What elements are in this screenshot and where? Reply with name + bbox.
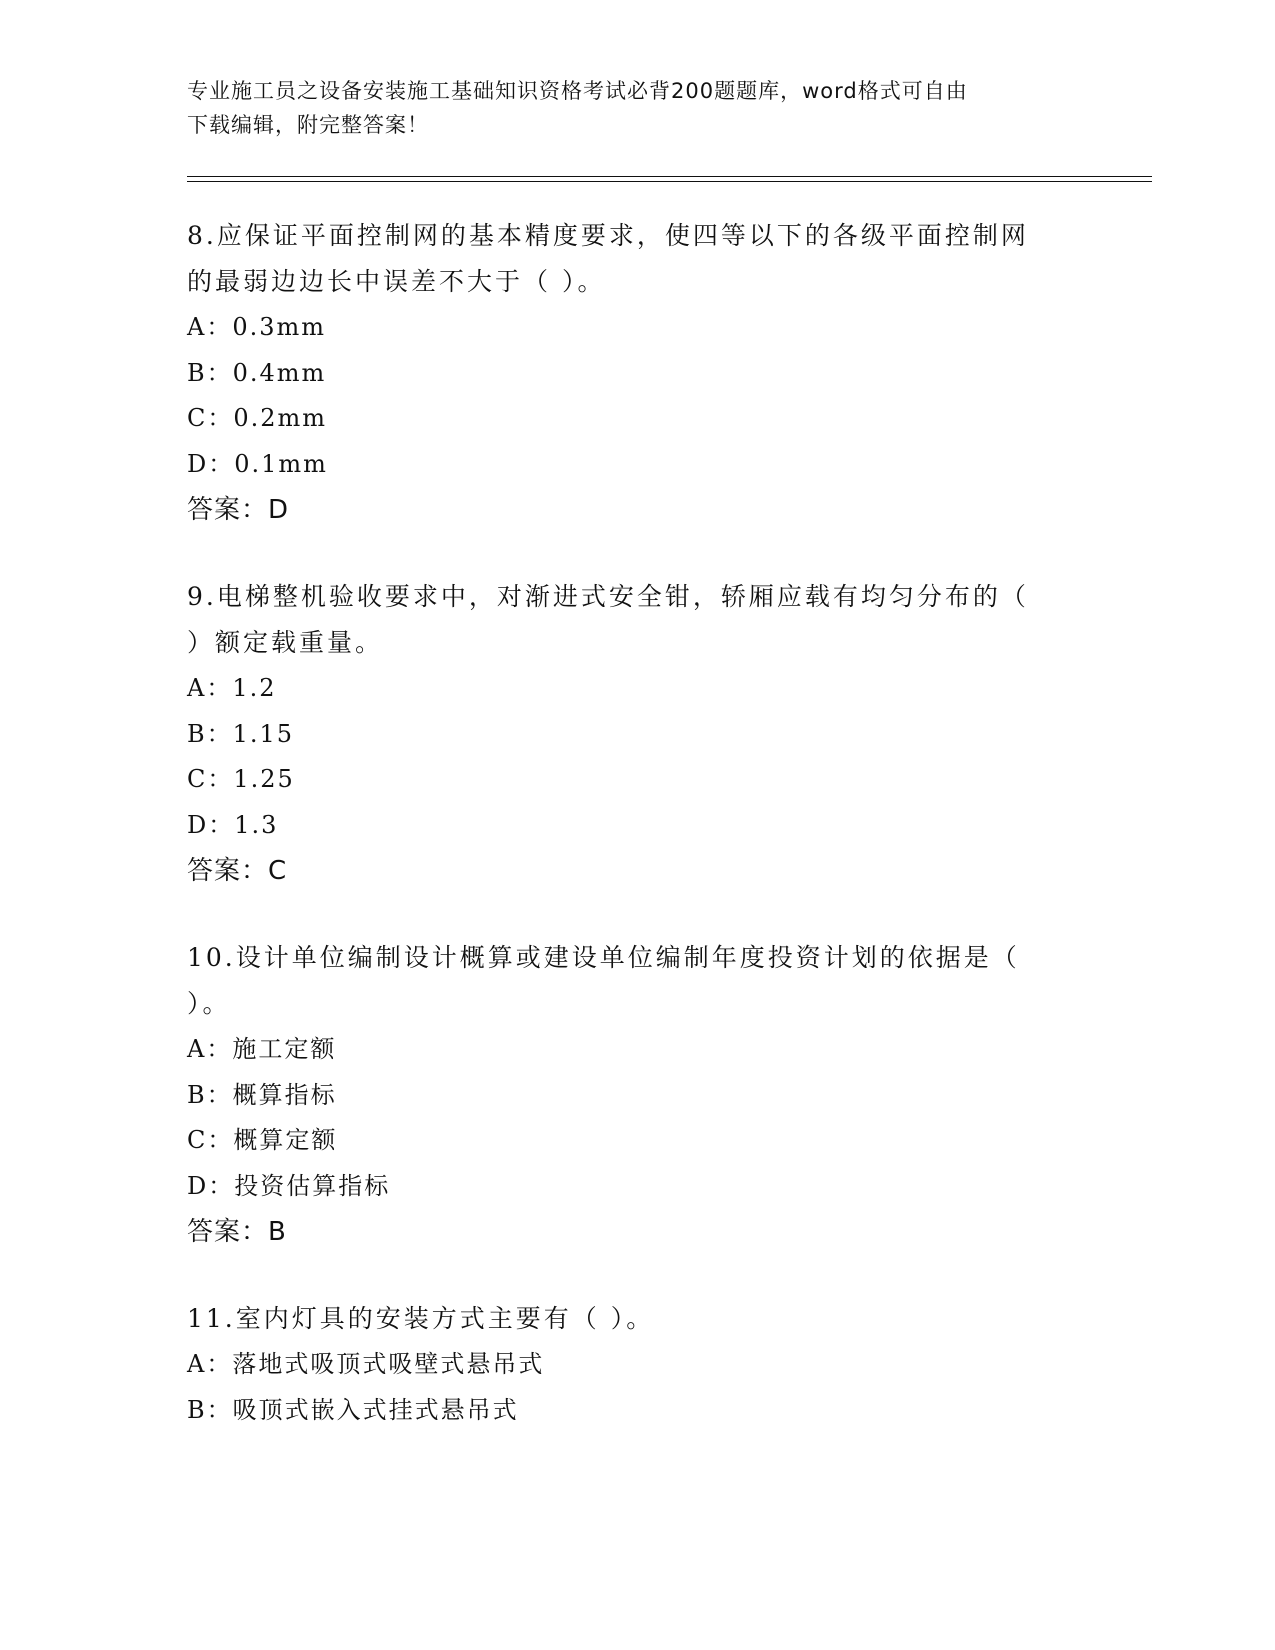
option-d: D：投资估算指标 [187, 1171, 391, 1200]
option-b: B：吸顶式嵌入式挂式悬吊式 [187, 1395, 519, 1424]
question-8 [187, 213, 1067, 533]
header-line-2: 下载编辑，附完整答案！ [187, 113, 429, 137]
question-stem-line: 11.室内灯具的安装方式主要有（ ）。 [187, 1304, 655, 1333]
option-b: B：概算指标 [187, 1080, 337, 1109]
option-b: B：1.15 [187, 719, 295, 748]
question-stem-line: 的最弱边边长中误差不大于（ ）。 [187, 267, 606, 296]
option-a: A：落地式吸顶式吸壁式悬吊式 [187, 1350, 545, 1378]
option-a: A：1.2 [187, 674, 277, 702]
question-stem-line: ）额定载重量。 [187, 628, 384, 657]
option-a: A：0.3mm [187, 313, 327, 341]
question-stem-line: ）。 [187, 989, 231, 1018]
question-11 [187, 1296, 1067, 1433]
option-d: D：1.3 [187, 810, 279, 839]
option-c: C：1.25 [187, 765, 295, 793]
option-b: B：0.4mm [187, 358, 327, 387]
document-header [187, 74, 1087, 142]
option-d: D：0.1mm [187, 449, 328, 478]
answer-line: 答案：D [187, 495, 290, 525]
question-stem-line: 8.应保证平面控制网的基本精度要求，使四等以下的各级平面控制网 [187, 221, 1029, 250]
header-line-1: 专业施工员之设备安装施工基础知识资格考试必背200题题库，word格式可自由 [187, 79, 968, 103]
header-divider-top [187, 176, 1152, 177]
question-stem-line: 9.电梯整机验收要求中，对渐进式安全钳，轿厢应载有均匀分布的（ [187, 582, 1029, 611]
question-stem-line: 10.设计单位编制设计概算或建设单位编制年度投资计划的依据是（ [187, 943, 1020, 972]
question-9 [187, 574, 1067, 894]
question-10 [187, 935, 1067, 1255]
answer-line: 答案：C [187, 856, 288, 886]
option-a: A：施工定额 [187, 1035, 337, 1063]
option-c: C：0.2mm [187, 404, 328, 432]
answer-line: 答案：B [187, 1217, 287, 1247]
header-divider-bottom [187, 181, 1152, 182]
option-c: C：概算定额 [187, 1126, 338, 1154]
